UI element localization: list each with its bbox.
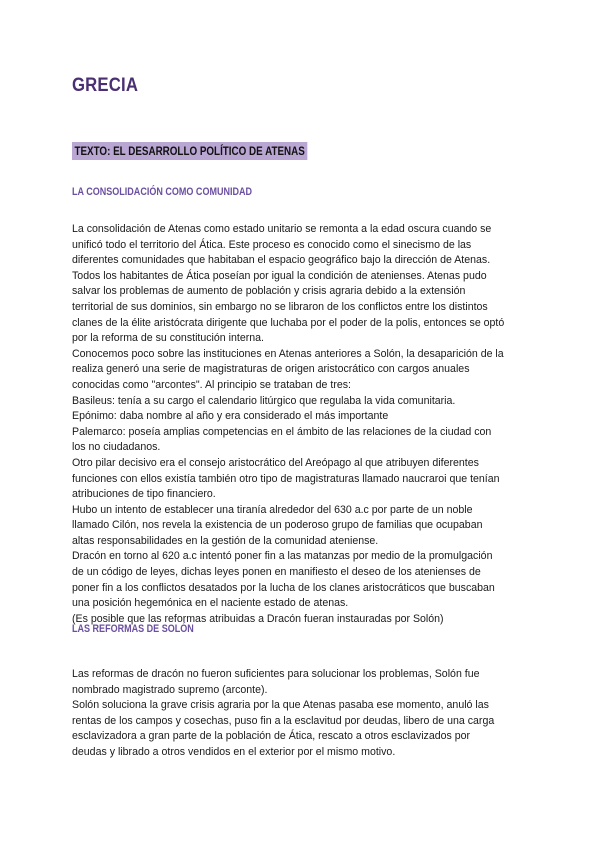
text-line: Palemarco: poseía amplias competencias en el ámbito de las relaciones de la ciudad con — [72, 425, 492, 438]
text-line: nombrado magistrado supremo (arconte). — [72, 683, 268, 696]
text-line: Epónimo: daba nombre al año y era considerado el más importante — [72, 410, 389, 423]
text-line: los no ciudadanos. — [72, 441, 161, 454]
text-line: poner fin a los conflictos desatados por la lucha de los clanes aristocráticos que buscaban — [72, 581, 495, 594]
text-line: esclavizadora a gran parte de la población de Ática, rescato a otros esclavizados por — [72, 730, 471, 743]
text-line: atribuciones de tipo financiero. — [72, 488, 216, 501]
text-line: Hubo un intento de establecer una tiranía alrededor del 630 a.c por parte de un noble — [72, 503, 473, 516]
text-line: funciones con ellos existía también otro tipo de magistraturas llamado naucraroi que tenían — [72, 472, 500, 485]
section-heading: TEXTO: EL DESARROLLO POLÍTICO DE ATENAS — [72, 142, 307, 160]
text-line: clanes de la élite aristócrata dirigente que luchaba por el poder de la polis, entonces se optó — [72, 316, 505, 329]
text-line: de un código de leyes, dichas leyes ponen en manifiesto el deseo de los atenienses de — [72, 566, 481, 579]
body-text-reformas — [72, 667, 532, 761]
text-line: Solón soluciona la grave crisis agraria por la que Atenas pasaba ese momento, anuló las — [72, 699, 489, 712]
text-line: deudas y librado a otros vendidos en el exterior por el mismo motivo. — [72, 745, 396, 758]
text-line: realiza generó una serie de magistraturas de origen aristocrático con cargos anuales — [72, 363, 470, 376]
text-line: conocidas como "arcontes". Al principio se trataban de tres: — [72, 378, 351, 391]
text-line: Dracón en torno al 620 a.c intentó poner fin a las matanzas por medio de la promulgación — [72, 550, 493, 563]
document-title: GRECIA — [72, 75, 139, 96]
text-line: unificó todo el territorio del Ática. Este proceso es conocido como el sinecismo de las — [72, 238, 472, 251]
text-line: Conocemos poco sobre las instituciones en Atenas anteriores a Solón, la desaparición de la — [72, 347, 504, 360]
text-line: rentas de los campos y cosechas, puso fin a la esclavitud por deudas, libero de una carga — [72, 714, 495, 727]
text-line: diferentes comunidades que habitaban el espacio geográfico bajo la dirección de Atenas. — [72, 254, 491, 267]
text-line: La consolidación de Atenas como estado unitario se remonta a la edad oscura cuando se — [72, 223, 492, 235]
subsection-heading-reformas: LAS REFORMAS DE SOLÓN — [72, 623, 194, 635]
text-line: Las reformas de dracón no fueron suficientes para solucionar los problemas, Solón fue — [72, 668, 480, 680]
text-line: (Es posible que las reformas atribuidas a Dracón fueran instauradas por Solón) — [72, 612, 444, 625]
text-line: por la reforma de su constitución interna. — [72, 332, 264, 345]
text-line: territorial de sus dominios, sin embargo no se libraron de los conflictos entre los distintos — [72, 300, 488, 313]
text-line: Todos los habitantes de Ática poseían por igual la condición de atenienses. Atenas pudo — [72, 269, 487, 282]
subsection-heading-consolidacion: LA CONSOLIDACIÓN COMO COMUNIDAD — [72, 186, 253, 198]
text-line: altas responsabilidades en la gestión de la comunidad ateniense. — [72, 534, 379, 547]
text-line: Basileus: tenía a su cargo el calendario litúrgico que regulaba la vida comunitaria. — [72, 394, 456, 407]
text-line: llamado Cilón, nos revela la existencia de un poderoso grupo de familias que ocupaban — [72, 519, 483, 532]
text-line: salvar los problemas de aumento de población y crisis agraria debido a la extensión — [72, 285, 466, 298]
text-line: Otro pilar decisivo era el consejo aristocrático del Areópago al que atribuyen diferentes — [72, 456, 479, 469]
text-line: una posición hegemónica en el naciente estado de atenas. — [72, 597, 349, 610]
body-text-consolidacion — [72, 222, 532, 627]
